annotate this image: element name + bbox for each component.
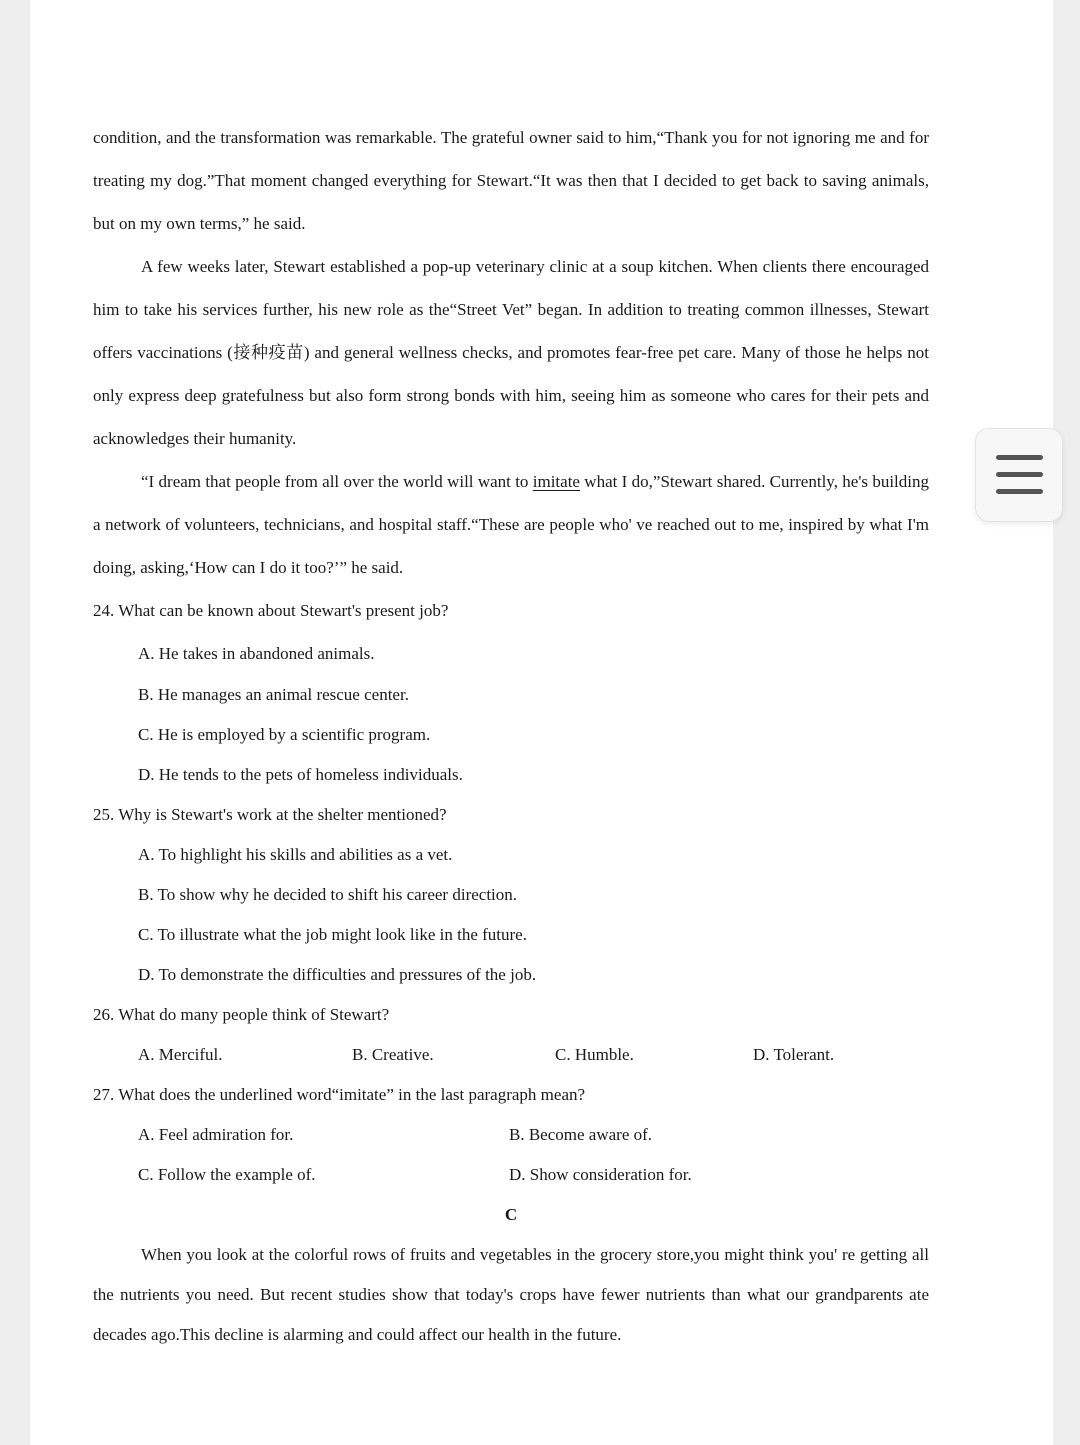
question-26-options — [138, 1035, 929, 1075]
question-27-stem: 27. What does the underlined word“imitate” in the last paragraph mean? — [93, 1085, 586, 1104]
question-24-option-d: D. He tends to the pets of homeless individuals. — [138, 765, 463, 784]
question-27-option-c: C. Follow the example of. — [138, 1165, 316, 1184]
question-24-option-a: A. He takes in abandoned animals. — [138, 644, 375, 663]
question-25-option-d: D. To demonstrate the difficulties and pressures of the job. — [138, 965, 537, 984]
question-26-option-b: B. Creative. — [352, 1045, 434, 1064]
question-26-option-c: C. Humble. — [555, 1045, 634, 1064]
question-26-option-a: A. Merciful. — [138, 1045, 223, 1064]
hamburger-menu-icon-middle — [996, 472, 1043, 477]
question-27-option-a: A. Feel admiration for. — [138, 1125, 294, 1144]
question-27-option-b: B. Become aware of. — [509, 1125, 653, 1144]
question-24-option-c: C. He is employed by a scientific program. — [138, 725, 431, 744]
passage-b-paragraph-1: condition, and the transformation was remarkable. The grateful owner said to him,“Thank you for not ignoring me and for treating my dog.”That moment changed everything for Stewart.“It was then that I decided to get back to saving animals, but on my own terms,” he said. — [93, 128, 929, 233]
question-24-stem: 24. What can be known about Stewart's present job? — [93, 601, 449, 620]
section-heading: C — [504, 1205, 518, 1224]
question-25-stem: 25. Why is Stewart's work at the shelter mentioned? — [93, 805, 447, 824]
question-26-stem: 26. What do many people think of Stewart? — [93, 1005, 390, 1024]
question-27-option-d: D. Show consideration for. — [509, 1165, 692, 1184]
question-25-option-c: C. To illustrate what the job might look like in the future. — [138, 925, 527, 944]
question-25-option-b: B. To show why he decided to shift his career direction. — [138, 885, 518, 904]
question-26-option-d: D. Tolerant. — [753, 1045, 835, 1064]
question-27-options-row-2 — [138, 1155, 929, 1195]
passage-c-paragraph-1: When you look at the colorful rows of fruits and vegetables in the grocery store,you might think you' re getting all the nutrients you need. But recent studies show that today's crops have fewer nutrients than what our grandparents ate decades ago.This decline is alarming and could affect our health in the future. — [93, 1245, 929, 1344]
passage-b-paragraph-2: A few weeks later, Stewart established a pop-up veterinary clinic at a soup kitchen. When clients there encouraged him to take his services further, his new role as the“Street Vet” began. In addition to treating common illnesses, Stewart offers vaccinations (接种疫苗) and general wellness checks, and promotes fear-free pet care. Many of those he helps not only express deep gratefulness but also form strong bonds with him, seeing him as someone who cares for their pets and acknowledges their humanity. — [93, 257, 929, 448]
underlined-word: imitate — [532, 472, 580, 491]
question-24-option-b: B. He manages an animal rescue center. — [138, 685, 409, 704]
paragraph-3-text-start: “I dream that people from all over the world will want to — [141, 472, 533, 491]
question-27-options-row-1 — [138, 1115, 929, 1155]
question-25-option-a: A. To highlight his skills and abilities as a vet. — [138, 845, 453, 864]
hamburger-menu-icon — [996, 455, 1043, 460]
document-content — [93, 116, 929, 1355]
hamburger-menu-button[interactable] — [975, 428, 1063, 522]
passage-b-paragraph-3 — [93, 460, 929, 589]
hamburger-menu-icon-bottom — [996, 489, 1043, 494]
paragraph-3-text-end: what I do,”Stewart shared. Currently, he's building a network of volunteers, technicians, and hospital staff.“These are people who' ve reached out to me, inspired by what I'm doing, asking,‘How can I do it too?’” he said. — [93, 472, 929, 577]
